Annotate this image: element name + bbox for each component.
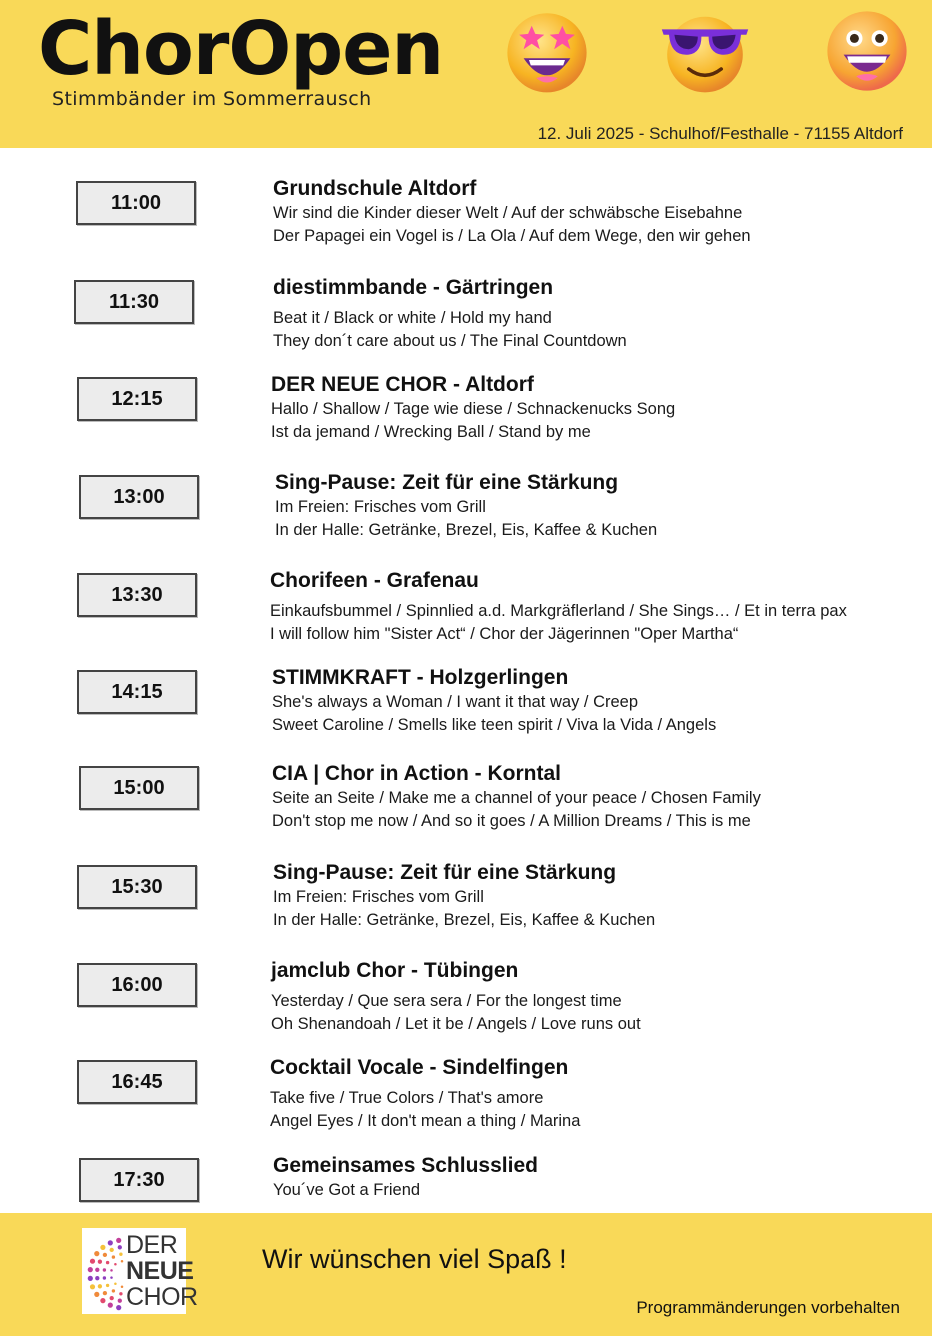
logo-dot [108,1303,113,1308]
program-item-detail: She's always a Woman / I want it that way / Creep [272,693,639,711]
program-item-detail: Wir sind die Kinder dieser Welt / Auf der schwäbsche Eisebahne [273,204,743,222]
logo-dot [103,1253,107,1257]
time-slot: 16:00 [77,963,197,1007]
program-item-detail: You´ve Got a Friend [273,1181,421,1199]
program-item-detail: Der Papagei ein Vogel is / La Ola / Auf dem Wege, den wir gehen [273,227,751,245]
logo-dot [90,1284,95,1289]
logo-dot [103,1291,107,1295]
star-struck-icon [502,6,592,96]
program-item-detail: Im Freien: Frisches vom Grill [273,888,484,906]
logo-dot [121,1260,124,1263]
program-item [271,372,675,444]
program-item [270,1055,580,1133]
footer-note: Programmänderungen vorbehalten [636,1298,900,1317]
program-item-detail: Ist da jemand / Wrecking Ball / Stand by me [271,423,591,441]
logo-dot [112,1255,115,1258]
logo-dot [94,1292,99,1297]
der-neue-chor-logo [82,1228,198,1314]
program-item-title: STIMMKRAFT - Holzgerlingen [272,666,569,689]
logo-dot [108,1240,113,1245]
page-subtitle: Stimmbänder im Sommerrausch [52,88,372,110]
logo-dot [110,1269,113,1272]
logo-dot [103,1276,106,1279]
logo-dot [94,1251,99,1256]
time-slot: 11:30 [74,280,194,324]
logo-word-2: NEUE [126,1257,194,1285]
program-item [272,761,761,833]
time-slot: 15:00 [79,766,199,810]
program-item [273,275,627,353]
grinning-face-icon [822,6,912,96]
logo-dot [95,1276,99,1280]
time-slot: 13:30 [77,573,197,617]
logo-dot [114,1263,117,1266]
time-slot: 14:15 [77,670,197,714]
program-item-detail: Oh Shenandoah / Let it be / Angels / Love runs out [271,1015,641,1033]
program-item-title: Cocktail Vocale - Sindelfingen [270,1056,569,1079]
program-item-detail: Yesterday / Que sera sera / For the longest time [271,992,622,1010]
logo-dot [98,1260,102,1264]
logo-dot [88,1276,93,1281]
program-item-title: Grundschule Altdorf [273,177,477,200]
program-item-title: CIA | Chor in Action - Korntal [272,762,561,785]
program-item [273,1153,538,1202]
logo-word-3: CHOR [126,1283,198,1311]
logo-dot [100,1298,105,1303]
program-item-detail: In der Halle: Getränke, Brezel, Eis, Kaffee & Kuchen [275,521,658,539]
program-item-detail: Im Freien: Frisches vom Grill [275,498,486,516]
logo-dot [116,1238,121,1243]
program-item-detail: Hallo / Shallow / Tage wie diese / Schnackenucks Song [271,400,676,418]
logo-dot [88,1267,93,1272]
logo-dot [106,1284,109,1287]
page-title: ChorOpen [38,6,444,92]
program-item-detail: Einkaufsbummel / Spinnlied a.d. Markgräflerland / She Sings… / Et in terra pax [270,602,847,620]
logo-dot [90,1259,95,1264]
logo-dot [100,1245,105,1250]
program-item-detail: Angel Eyes / It don't mean a thing / Marina [270,1112,581,1130]
time-slot: 13:00 [79,475,199,519]
program-item-title: jamclub Chor - Tübingen [271,959,519,982]
program-item-title: Sing-Pause: Zeit für eine Stärkung [275,471,619,494]
program-item-title: Chorifeen - Grafenau [270,569,479,592]
program-item-title: DER NEUE CHOR - Altdorf [271,373,534,396]
logo-dot [98,1284,102,1288]
event-info: 12. Juli 2025 - Schulhof/Festhalle - 71155 Altdorf [537,124,903,143]
program-item-title: Sing-Pause: Zeit für eine Stärkung [273,861,617,884]
program-item [272,665,716,737]
program-item-detail: Take five / True Colors / That's amore [270,1089,544,1107]
program-item [273,860,655,932]
program-item [273,176,751,248]
logo-dot [119,1253,122,1256]
logo-dot-arc-icon [84,1236,128,1312]
program-item-detail: They don´t care about us / The Final Countdown [273,332,627,350]
program-item-detail: Beat it / Black or white / Hold my hand [273,309,552,327]
program-item-detail: In der Halle: Getränke, Brezel, Eis, Kaffee & Kuchen [273,911,656,929]
logo-dot [103,1268,106,1271]
logo-dot [110,1276,113,1279]
program-item [275,470,657,542]
logo-dot [119,1292,122,1295]
program-item-detail: I will follow him "Sister Act“ / Chor der Jägerinnen "Oper Martha“ [270,625,739,643]
logo-dot [121,1286,124,1289]
program-item-detail: Seite an Seite / Make me a channel of your peace / Chosen Family [272,789,761,807]
program-item [271,958,641,1036]
logo-dot [106,1261,109,1264]
time-slot: 11:00 [76,181,196,225]
program-item-title: diestimmbande - Gärtringen [273,276,554,299]
program-item-detail: Don't stop me now / And so it goes / A Million Dreams / This is me [272,812,751,830]
logo-dot [110,1248,114,1252]
program-item [270,568,847,646]
time-slot: 12:15 [77,377,197,421]
logo-dot [116,1305,121,1310]
logo-dot [112,1289,115,1292]
time-slot: 15:30 [77,865,197,909]
logo-word-1: DER [126,1231,178,1259]
logo-dot [95,1268,99,1272]
time-slot: 16:45 [77,1060,197,1104]
logo-dot [118,1245,122,1249]
logo-dot [114,1283,117,1286]
logo-dot [110,1296,114,1300]
footer-message: Wir wünschen viel Spaß ! [262,1244,567,1274]
program-item-detail: Sweet Caroline / Smells like teen spirit / Viva la Vida / Angels [272,716,717,734]
time-slot: 17:30 [79,1158,199,1202]
sunglasses-face-icon [660,6,750,96]
logo-dot [118,1299,122,1303]
program-item-title: Gemeinsames Schlusslied [273,1154,538,1177]
